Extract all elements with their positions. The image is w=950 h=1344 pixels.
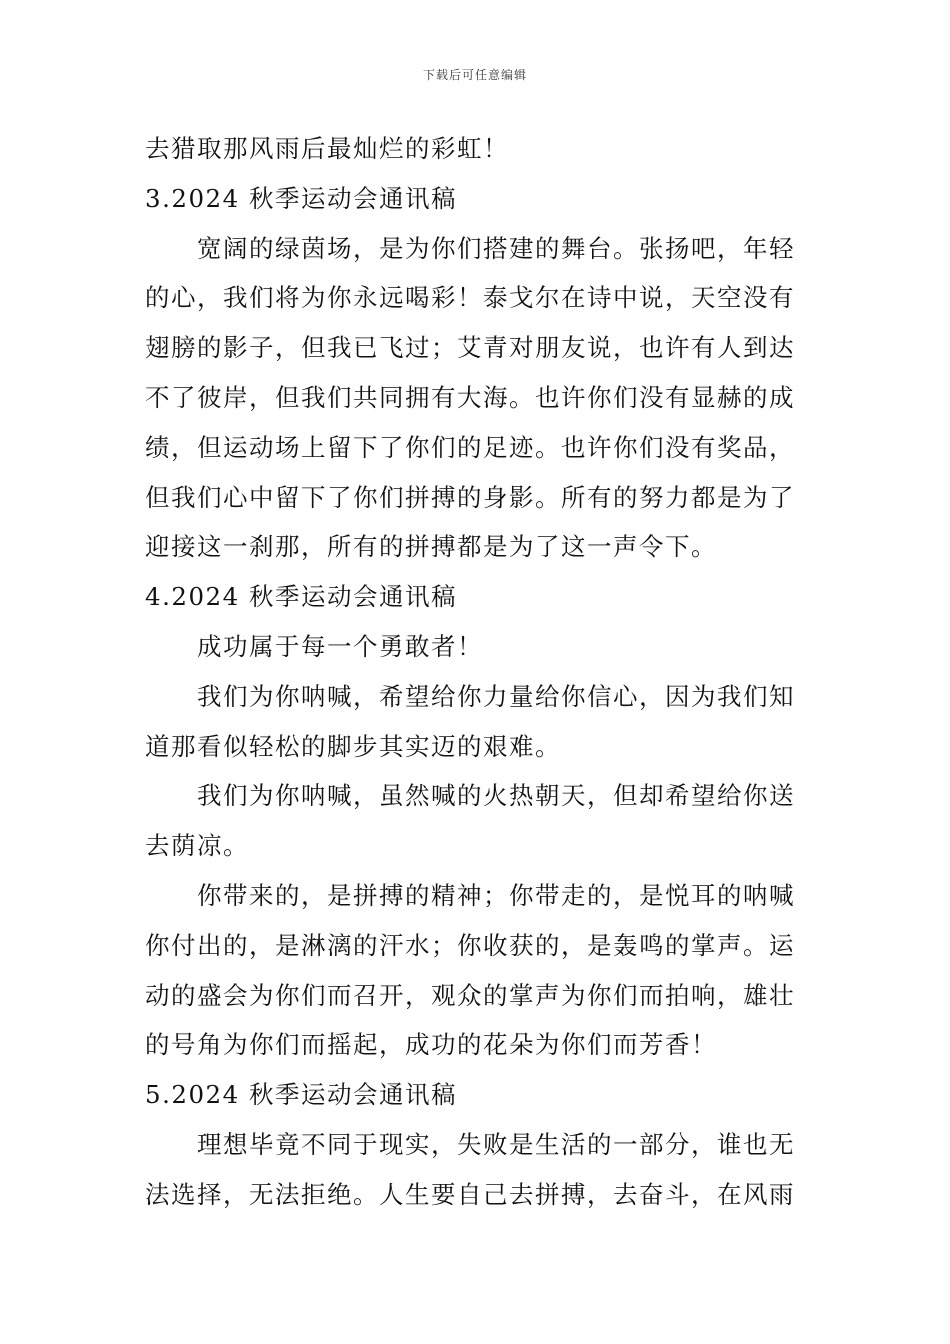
text-line: 我们为你呐喊，虽然喊的火热朝天，但却希望给你送: [197, 781, 795, 811]
text-line: 的号角为你们而摇起，成功的花朵为你们而芳香！: [145, 1030, 717, 1060]
text-line: 宽阔的绿茵场，是为你们搭建的舞台。张扬吧，年轻: [197, 233, 795, 263]
section-heading: 5.2024 秋季运动会通讯稿: [145, 1080, 458, 1110]
text-line: 法选择，无法拒绝。人生要自己去拼搏，去奋斗，在风雨: [145, 1179, 795, 1209]
text-line: 迎接这一刹那，所有的拼搏都是为了这一声令下。: [145, 532, 717, 562]
text-line: 不了彼岸，但我们共同拥有大海。也许你们没有显赫的成: [145, 382, 795, 412]
section-heading: 3.2024 秋季运动会通讯稿: [145, 183, 458, 213]
text-line: 道那看似轻松的脚步其实迈的艰难。: [145, 731, 561, 761]
text-line: 成功属于每一个勇敢者！: [197, 631, 483, 661]
document-body: [145, 124, 807, 1220]
text-line: 绩，但运动场上留下了你们的足迹。也许你们没有奖品，: [145, 432, 795, 462]
text-line: 你带来的，是拼搏的精神；你带走的，是悦耳的呐喊: [197, 880, 795, 910]
text-line: 去猎取那风雨后最灿烂的彩虹！: [145, 134, 509, 163]
section-heading: 4.2024 秋季运动会通讯稿: [145, 582, 458, 612]
text-line: 动的盛会为你们而召开，观众的掌声为你们而拍响，雄壮: [145, 980, 795, 1010]
text-line: 你付出的，是淋漓的汗水；你收获的，是轰鸣的掌声。运: [145, 930, 795, 960]
page-header: 下载后可任意编辑: [422, 68, 527, 82]
text-line: 理想毕竟不同于现实，失败是生活的一部分，谁也无: [197, 1129, 795, 1159]
text-line: 我们为你呐喊，希望给你力量给你信心，因为我们知: [197, 681, 795, 711]
text-line: 但我们心中留下了你们拼搏的身影。所有的努力都是为了: [145, 482, 795, 512]
text-line: 去荫凉。: [145, 831, 249, 861]
text-line: 的心，我们将为你永远喝彩！泰戈尔在诗中说，天空没有: [145, 283, 795, 313]
text-line: 翅膀的影子，但我已飞过；艾青对朋友说，也许有人到达: [145, 333, 795, 363]
